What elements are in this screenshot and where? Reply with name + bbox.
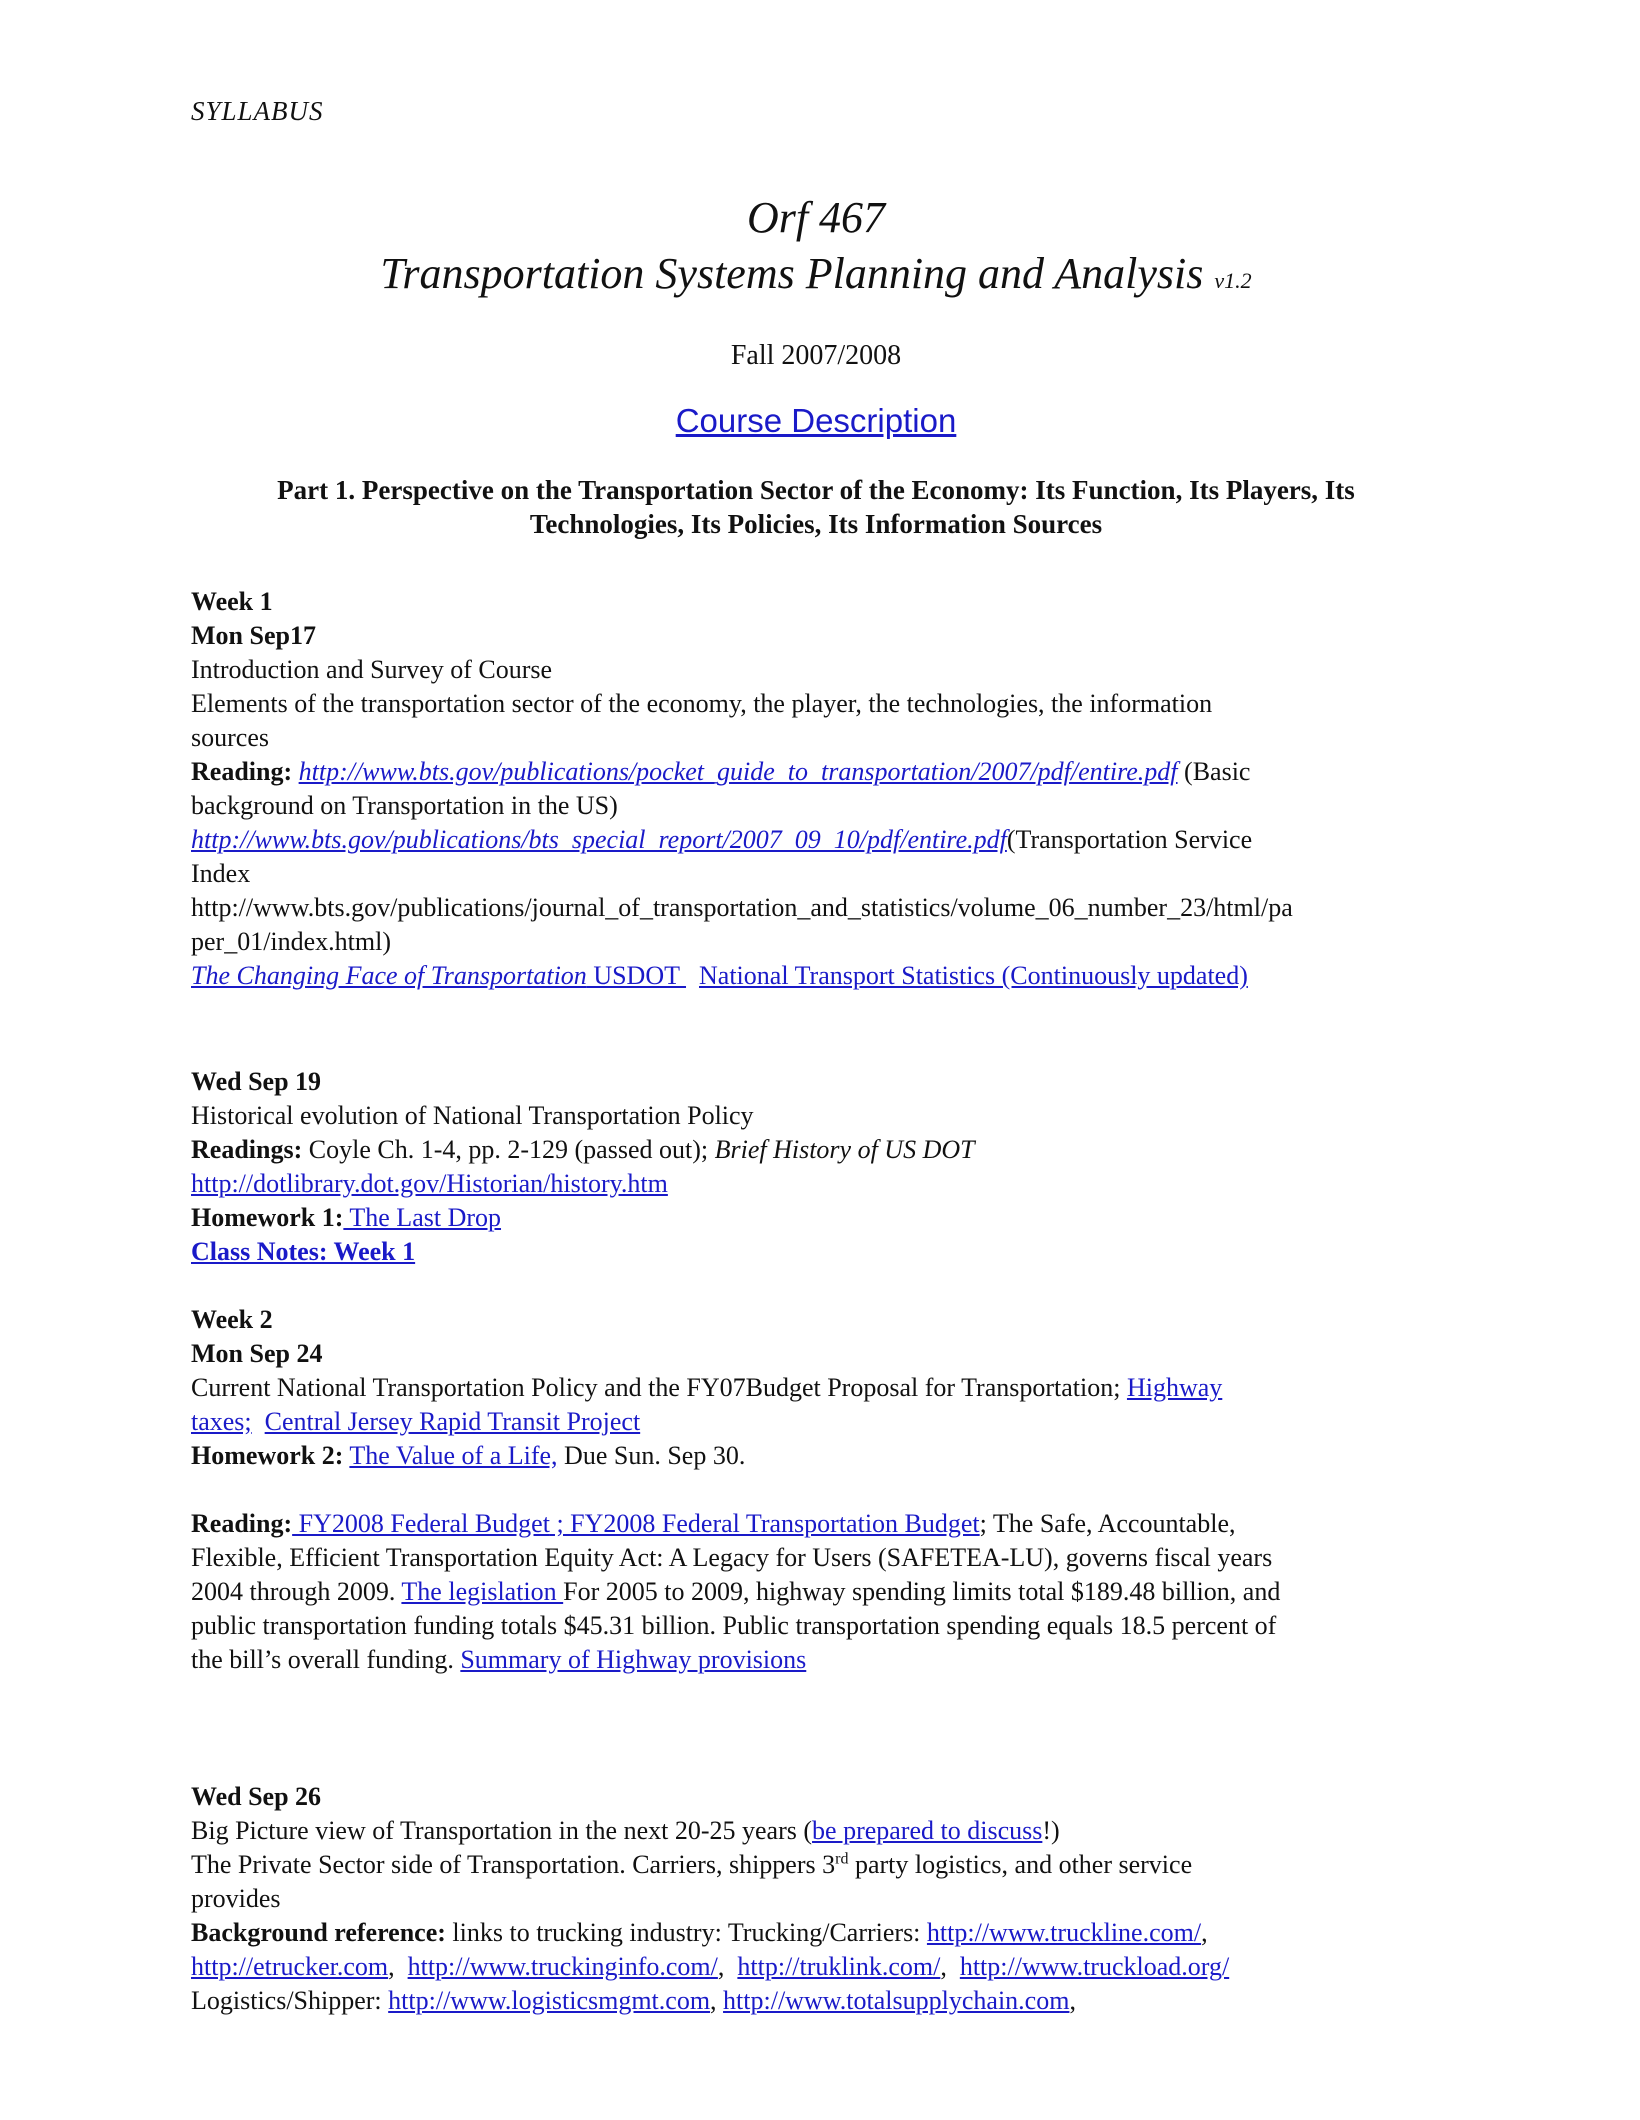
changing-face-link-source: USDOT (586, 961, 687, 990)
week1-wed-readings (191, 1133, 1451, 1167)
logistics-line: Logistics/Shipper: http://www.logisticsmgmt.com, http://www.totalsupplychain.com, (191, 1986, 1076, 2015)
week2-wed-topic-close: !) (1042, 1816, 1060, 1845)
readings-text: Coyle Ch. 1-4, pp. 2-129 (passed out); (302, 1135, 715, 1164)
week1-section (191, 585, 1451, 1269)
pocket-guide-link[interactable]: http://www.bts.gov/publications/pocket_guide_to_transportation/2007/pdf/entire.pdf (298, 757, 1178, 786)
homework2-due: Due Sun. Sep 30. (557, 1441, 746, 1470)
reading-text: 2004 through 2009. (191, 1577, 402, 1606)
week1-mon-topic: Introduction and Survey of Course (191, 655, 553, 684)
fy2008-budget-link[interactable]: FY2008 Federal Budget (292, 1509, 550, 1538)
course-title: Transportation Systems Planning and Analysis (380, 249, 1204, 298)
week1-reading-line4: Index (191, 859, 251, 888)
week2-reading-line4: public transportation funding totals $45.31 billion. Public transportation spending equals 18.5 percent of (191, 1611, 1277, 1640)
highway-taxes-link-a[interactable]: Highway (1126, 1373, 1223, 1402)
highway-taxes-link-b[interactable]: taxes; (191, 1407, 252, 1436)
homework2-label: Homework 2: (191, 1441, 344, 1470)
week2-wed-section (191, 1780, 1451, 2018)
version-label: v1.2 (1214, 268, 1252, 293)
syllabus-page (191, 94, 1451, 2018)
cjrtp-link[interactable]: Central Jersey Rapid Transit Project (264, 1407, 641, 1436)
week1-label: Week 1 (191, 587, 273, 616)
history-link[interactable]: http://dotlibrary.dot.gov/Historian/history.htm (191, 1169, 668, 1198)
highway-summary-link[interactable]: Summary of Highway provisions (460, 1645, 807, 1674)
week2-wed-date: Wed Sep 26 (191, 1782, 322, 1811)
course-title-line (191, 246, 1441, 309)
class-notes-week1-link[interactable]: Class Notes: Week 1 (191, 1237, 416, 1266)
week2-reading-line1 (191, 1507, 1451, 1541)
week2-reading-block (191, 1507, 1451, 1677)
syllabus-label: SYLLABUS (191, 96, 324, 126)
week1-reading-line1 (191, 755, 1451, 789)
readings-label: Readings: (191, 1135, 303, 1164)
week2-mon-topic-line1 (191, 1371, 1451, 1405)
week2-reading-line2: Flexible, Efficient Transportation Equity Act: A Legacy for Users (SAFETEA-LU), governs fiscal years (191, 1543, 1273, 1572)
reading-label: Reading: (191, 1509, 293, 1538)
week2-mon-topic-line2 (191, 1405, 1451, 1439)
homework1-line (191, 1201, 1451, 1235)
background-text: links to trucking industry: Trucking/Carriers: (445, 1918, 927, 1947)
journal-url-line1: http://www.bts.gov/publications/journal_of_transportation_and_statistics/volume_06_number_23/html/pa (191, 893, 1293, 922)
week1-wed-date: Wed Sep 19 (191, 1067, 322, 1096)
background-label: Background reference: (191, 1918, 446, 1947)
reading-text: For 2005 to 2009, highway spending limits total $189.48 billion, and (563, 1577, 1281, 1606)
changing-face-link-title: The Changing Face of Transportation (191, 961, 587, 990)
truckline-link[interactable]: http://www.truckline.com/ (926, 1918, 1202, 1947)
course-number: Orf 467 (746, 193, 886, 242)
reading-label: Reading: (191, 757, 293, 786)
changing-face-link[interactable] (191, 961, 686, 990)
week1-reading-line2: background on Transportation in the US) (191, 791, 618, 820)
week1-mon-desc-line2: sources (191, 723, 269, 752)
truckinginfo-link[interactable]: http://www.truckinginfo.com/ (407, 1952, 718, 1981)
week1-mon-desc-line1: Elements of the transportation sector of the economy, the player, the technologies, the information (191, 689, 1213, 718)
be-prepared-link[interactable]: be prepared to discuss (812, 1816, 1043, 1845)
class-notes-line (191, 1235, 1451, 1269)
logistics-label: Logistics/Shipper: (191, 1986, 389, 2015)
part1-heading (191, 473, 1441, 541)
special-report-link[interactable]: http://www.bts.gov/publications/bts_special_report/2007_09_10/pdf/entire.pdf (191, 825, 1007, 854)
ordinal-suffix: rd (835, 1850, 849, 1868)
private-sector-text: The Private Sector side of Transportation. Carriers, shippers 3 (191, 1850, 836, 1879)
reading-text: ; The Safe, Accountable, (979, 1509, 1236, 1538)
course-description-link[interactable]: Course Description (675, 402, 957, 439)
fy2008-transport-budget-link[interactable]: ; FY2008 Federal Transportation Budget (549, 1509, 980, 1538)
legislation-link[interactable]: The legislation (401, 1577, 564, 1606)
background-line2: http://etrucker.com, http://www.truckinginfo.com/, http://truklink.com/, http://www.truckload.org/ (191, 1952, 1230, 1981)
reading-note: (Transportation Service (1006, 825, 1253, 854)
private-sector-line2: provides (191, 1884, 281, 1913)
week2-mon-topic: Current National Transportation Policy and the FY07Budget Proposal for Transportation; (191, 1373, 1127, 1402)
history-link-line (191, 1167, 1451, 1201)
week2-wed-topic-text: Big Picture view of Transportation in the next 20-25 years ( (191, 1816, 813, 1845)
etrucker-link[interactable]: http://etrucker.com (191, 1952, 389, 1981)
week1-wed-topic: Historical evolution of National Transportation Policy (191, 1101, 754, 1130)
week2-reading-line5 (191, 1643, 1451, 1677)
totalsupplychain-link[interactable]: http://www.totalsupplychain.com (723, 1986, 1070, 2015)
homework2-line (191, 1439, 1451, 1473)
term-label: Fall 2007/2008 (730, 340, 902, 371)
truklink-link[interactable]: http://truklink.com/ (737, 1952, 941, 1981)
national-stats-link[interactable]: National Transport Statistics (Continuously updated) (699, 961, 1248, 990)
week2-mon-date: Mon Sep 24 (191, 1339, 323, 1368)
part1-heading-line1: Part 1. Perspective on the Transportation Sector of the Economy: Its Function, Its Players, Its (277, 475, 1355, 505)
week2-wed-topic (191, 1814, 1451, 1848)
journal-url-line2: per_01/index.html) (191, 927, 392, 956)
value-of-life-link[interactable]: The Value of a Life, (349, 1441, 558, 1470)
course-description-line (191, 399, 1441, 443)
reading-text: the bill’s overall funding. (191, 1645, 461, 1674)
week2-section (191, 1303, 1451, 2018)
private-sector-text: party logistics, and other service (848, 1850, 1193, 1879)
week1-links-line (191, 959, 1451, 993)
week1-mon-date: Mon Sep17 (191, 621, 316, 650)
last-drop-link[interactable]: The Last Drop (343, 1203, 502, 1232)
truckload-link[interactable]: http://www.truckload.org/ (959, 1952, 1230, 1981)
private-sector-line1 (191, 1848, 1451, 1882)
part1-heading-line2: Technologies, Its Policies, Its Information Sources (529, 509, 1103, 539)
week1-wed-section (191, 1065, 1451, 1269)
week1-reading-line3 (191, 823, 1451, 857)
reading-note: (Basic (1177, 757, 1251, 786)
logisticsmgmt-link[interactable]: http://www.logisticsmgmt.com (388, 1986, 711, 2015)
week2-label: Week 2 (191, 1305, 273, 1334)
week2-reading-line3 (191, 1575, 1451, 1609)
homework1-label: Homework 1: (191, 1203, 344, 1232)
readings-italic: Brief History of US DOT (714, 1135, 975, 1164)
background-line1: Background reference: links to trucking industry: Trucking/Carriers: http://www.truckline.com/, (191, 1918, 1208, 1947)
